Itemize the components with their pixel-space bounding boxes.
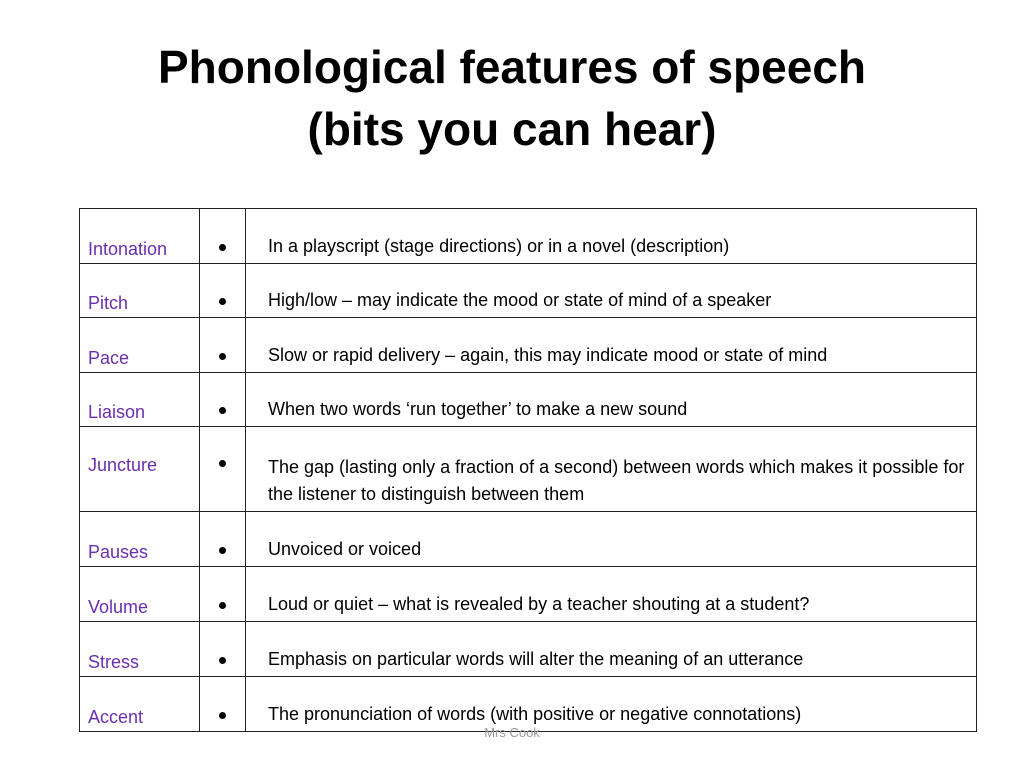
bullet-cell (200, 427, 246, 512)
bullet-cell (200, 677, 246, 732)
phonological-features-table (79, 208, 977, 732)
term-cell: Pace (80, 318, 200, 373)
bullet-icon (219, 712, 226, 719)
description-cell: Loud or quiet – what is revealed by a teacher shouting at a student? (246, 567, 977, 622)
table-row (80, 622, 977, 677)
table-row (80, 567, 977, 622)
description-cell: Unvoiced or voiced (246, 512, 977, 567)
term-cell: Liaison (80, 373, 200, 427)
bullet-icon (219, 547, 226, 554)
term-cell: Pauses (80, 512, 200, 567)
term-cell: Juncture (80, 427, 200, 512)
table-row (80, 512, 977, 567)
bullet-icon (219, 460, 226, 467)
term-cell: Accent (80, 677, 200, 732)
slide-title-line-1: Phonological features of speech (157, 41, 867, 93)
description-cell: Slow or rapid delivery – again, this may indicate mood or state of mind (246, 318, 977, 373)
term-cell: Intonation (80, 209, 200, 264)
bullet-icon (219, 298, 226, 305)
bullet-cell (200, 264, 246, 318)
term-cell: Pitch (80, 264, 200, 318)
slide-footer: Mrs Cook (484, 725, 540, 740)
bullet-icon (219, 244, 226, 251)
description-cell: High/low – may indicate the mood or state of mind of a speaker (246, 264, 977, 318)
slide-title-line-2: (bits you can hear) (307, 103, 717, 155)
table-row (80, 373, 977, 427)
table-row (80, 264, 977, 318)
bullet-cell (200, 373, 246, 427)
term-cell: Stress (80, 622, 200, 677)
bullet-icon (219, 657, 226, 664)
bullet-icon (219, 602, 226, 609)
description-cell: When two words ‘run together’ to make a new sound (246, 373, 977, 427)
bullet-cell (200, 622, 246, 677)
term-cell: Volume (80, 567, 200, 622)
slide-title (0, 36, 1024, 160)
bullet-cell (200, 209, 246, 264)
description-cell: The pronunciation of words (with positive or negative connotations) (246, 677, 977, 732)
table-row (80, 427, 977, 512)
description-cell: In a playscript (stage directions) or in a novel (description) (246, 209, 977, 264)
table-row (80, 209, 977, 264)
description-cell: The gap (lasting only a fraction of a second) between words which makes it possible for the listener to distinguish between them (246, 427, 977, 512)
table-row (80, 318, 977, 373)
bullet-cell (200, 512, 246, 567)
bullet-cell (200, 567, 246, 622)
bullet-cell (200, 318, 246, 373)
bullet-icon (219, 407, 226, 414)
table-row (80, 677, 977, 732)
bullet-icon (219, 353, 226, 360)
description-cell: Emphasis on particular words will alter the meaning of an utterance (246, 622, 977, 677)
